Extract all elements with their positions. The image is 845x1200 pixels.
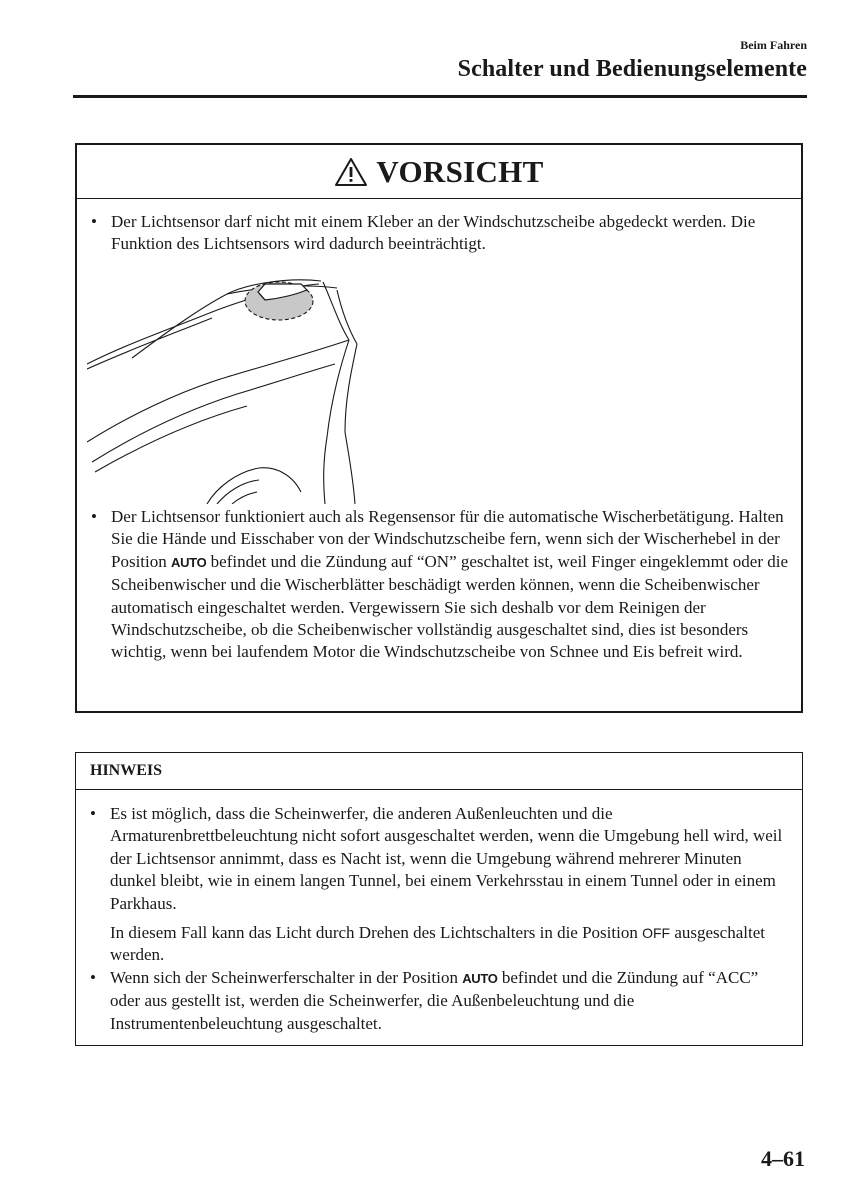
caution-header	[77, 145, 801, 199]
warning-triangle-icon	[334, 157, 368, 187]
off-position-symbol: OFF	[642, 925, 671, 942]
auto-position-symbol: AUTO	[171, 554, 207, 570]
bullet-mark: •	[90, 968, 96, 987]
windshield-light-sensor-illustration	[87, 272, 377, 504]
caution-title: VORSICHT	[376, 153, 544, 189]
note-bullet-1-text	[110, 803, 788, 974]
caution-bullet-2	[91, 506, 789, 664]
caution-bullet-1	[91, 211, 789, 256]
note-paragraph: Es ist möglich, dass die Scheinwerfer, die anderen Außenleuchten und die Armaturenbrettbeleuchtung nicht sofort ausgeschaltet werden, wenn die Umgebung hell wird, weil der Lichtsensor annimmt, dass es Nacht ist, wenn die Umgebung während mehrerer Minuten dunkel bleibt, wie in einem langen Tunnel, bei einem Verkehrsstau in einem Tunnel oder in einem Parkhaus.	[110, 804, 783, 913]
text-run: befindet und die Zündung auf “ACC” oder aus gestellt ist, werden die Scheinwerfer, die Außenbeleuchtung und die Instrumentenbeleuchtung ausgeschaltet.	[110, 968, 759, 1033]
text-run: Der Lichtsensor funktioniert auch als Regensensor für die automatische Wischerbetätigung. Halten Sie die Hände und Eisschaber von der Windschutzscheibe fern, wenn sich der Wischerhebel in der Position	[111, 507, 784, 571]
text-run: ausgeschaltet werden.	[110, 923, 765, 965]
bullet-mark: •	[91, 507, 97, 526]
caution-bullet-1-text: Der Lichtsensor darf nicht mit einem Kleber an der Windschutzscheibe abgedeckt werden. Die Funktion des Lichtsensors wird dadurch beeinträchtigt.	[111, 212, 756, 254]
section-name: Beim Fahren	[740, 38, 807, 52]
page-title: Schalter und Bedienungselemente	[457, 56, 807, 82]
text-run: In diesem Fall kann das Licht durch Drehen des Lichtschalters in die Position	[110, 923, 643, 943]
bullet-mark: •	[90, 804, 96, 823]
auto-position-symbol: AUTO	[462, 971, 498, 986]
text-run: Wenn sich der Scheinwerferschalter in der Position	[110, 968, 463, 987]
bullet-mark: •	[91, 212, 97, 231]
note-header: HINWEIS	[76, 753, 802, 790]
caution-box	[75, 143, 803, 713]
note-bullet-2	[90, 967, 788, 1035]
note-bullet-2-text	[110, 967, 788, 1035]
page-number: 4–61	[761, 1146, 805, 1171]
note-bullet-1	[90, 803, 788, 974]
caution-bullet-2-text	[111, 506, 789, 664]
note-box	[75, 752, 803, 1046]
header-divider	[73, 95, 807, 98]
note-paragraph	[110, 922, 788, 967]
text-run: befindet und die Zündung auf “ON” geschaltet ist, weil Finger eingeklemmt oder die Scheibenwischer und die Wischerblätter beschädigt werden können, wenn die Scheibenwischer automatisch eingeschaltet werden. Vergewissern Sie sich deshalb vor dem Reinigen der Windschutzscheibe, ob die Scheibenwischer vollständig ausgeschaltet sind, dies ist besonders wichtig, wenn bei laufendem Motor die Windschutzscheibe von Schnee und Eis befreit wird.	[111, 551, 789, 662]
